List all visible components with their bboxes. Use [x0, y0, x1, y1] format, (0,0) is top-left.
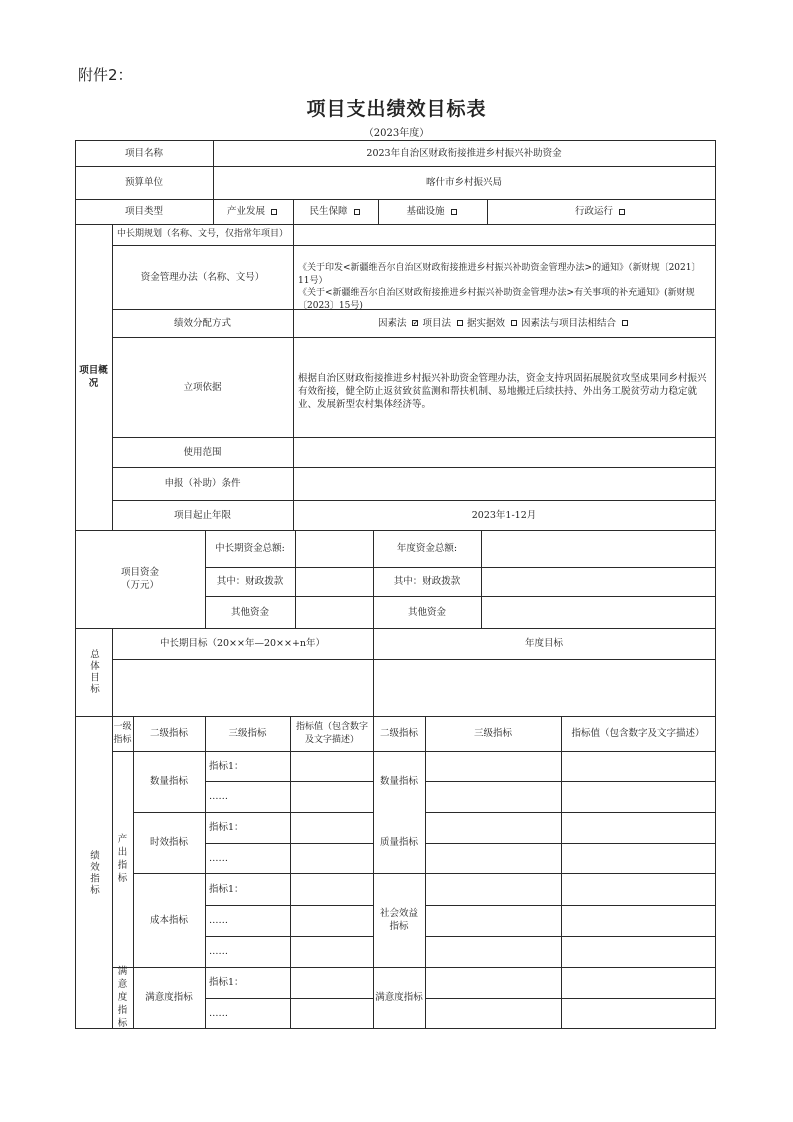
long-fiscal-label: 其中：财政拨款: [216, 576, 284, 587]
header-level1: 一级指标: [113, 721, 132, 745]
checkbox-icon[interactable]: [271, 209, 277, 215]
condition-label: 申报（补助）条件: [164, 478, 241, 489]
annual-goal-label: 年度目标: [524, 638, 563, 649]
item-1-quantity: 指标1：: [209, 760, 244, 772]
project-type-label: 项目类型: [124, 206, 163, 217]
annual-total-label: 年度资金总额:: [396, 543, 458, 554]
checkbox-icon[interactable]: [354, 209, 360, 215]
funds-label: 项目资金 （万元）: [120, 567, 159, 591]
fund-mgmt-value-1: 《关于印发<新疆维吾尔自治区财政衔接推进乡村振兴补助资金管理办法>的通知》（新财规〔2021〕11号）: [298, 263, 701, 286]
satisfaction-indicator-right: 满意度指标: [375, 992, 423, 1003]
item-ellipsis-quantity: ……: [209, 791, 228, 802]
checkbox-icon[interactable]: [457, 320, 463, 326]
long-other-label: 其他资金: [230, 606, 269, 618]
plan-label: 中长期规划（名称、文号，仅指常年项目）: [116, 229, 288, 239]
overview-label: 项目概况: [79, 365, 108, 389]
attachment-label: 附件2：: [78, 66, 133, 84]
quality-indicator: 质量指标: [379, 837, 418, 848]
allocation-options: 因素法 ✓ 项目法 据实据效 因素法与项目法相结合: [293, 309, 715, 337]
page-title: 项目支出绩效目标表: [306, 98, 487, 120]
project-type-option-4[interactable]: 行政运行: [487, 199, 715, 224]
item-1-timeliness: 指标1：: [209, 822, 244, 833]
project-type-option-2[interactable]: 民生保障: [293, 199, 378, 224]
year-label: （2023年度）: [363, 128, 430, 139]
header-level3-right: 三级指标: [473, 728, 512, 739]
project-type-option-1[interactable]: 产业发展: [213, 199, 293, 224]
project-type-option-3[interactable]: 基础设施: [378, 199, 487, 224]
quantity-indicator-left: 数量指标: [149, 776, 188, 787]
annual-other-label: 其他资金: [407, 606, 446, 618]
quantity-indicator-right: 数量指标: [379, 776, 418, 787]
basis-value: 根据自治区财政衔接推进乡村振兴补助资金管理办法，资金支持巩固拓展脱贫攻坚成果同乡村振兴有效衔接，健全防止返贫致贫监测和帮扶机制、易地搬迁后续扶持、外出务工脱贫劳动力稳定就业、发展新型农村集体经济等。: [298, 373, 707, 410]
item-ellipsis-timeliness: ……: [209, 852, 228, 864]
project-name-label: 项目名称: [124, 147, 163, 159]
item-1-satisfaction: 指标1：: [209, 977, 244, 988]
item-ellipsis-satisfaction: ……: [209, 1007, 228, 1019]
fund-mgmt-label: 资金管理办法（名称、文号）: [140, 271, 265, 283]
annual-fiscal-label: 其中：财政拨款: [393, 576, 461, 587]
indicators-label: 绩效指标: [88, 849, 99, 896]
checked-checkbox-icon[interactable]: [412, 320, 418, 326]
budget-unit-label: 预算单位: [124, 177, 163, 188]
timeliness-indicator: 时效指标: [149, 837, 188, 848]
item-ellipsis-cost-1: ……: [209, 915, 228, 926]
goals-label: 总体目标: [88, 649, 99, 695]
cost-indicator: 成本指标: [149, 914, 188, 926]
long-total-label: 中长期资金总额:: [215, 543, 285, 554]
item-1-cost: 指标1：: [209, 883, 244, 895]
checkbox-icon[interactable]: [451, 209, 457, 215]
long-term-goal-label: 中长期目标（20××年—20××+n年）: [159, 638, 326, 649]
header-value-right: 指标值（包含数字及文字描述）: [571, 728, 705, 739]
allocation-label: 绩效分配方式: [173, 317, 231, 329]
project-name-value: 2023年自治区财政衔接推进乡村振兴补助资金: [366, 147, 562, 159]
scope-label: 使用范围: [183, 446, 222, 458]
output-indicator-label: 产出指标: [117, 834, 128, 884]
satisfaction-indicator-label: 满意度指标: [117, 966, 128, 1029]
social-benefit-indicator: 社会效益指标: [379, 908, 418, 932]
period-label: 项目起止年限: [173, 509, 231, 521]
header-level3: 三级指标: [228, 728, 267, 739]
checkbox-icon[interactable]: [619, 209, 625, 215]
fund-mgmt-value-2: 《关于<新疆维吾尔自治区财政衔接推进乡村振兴补助资金管理办法>有关事项的补充通知》(新财规〔2023〕15号): [298, 288, 695, 311]
item-ellipsis-cost-2: ……: [209, 946, 228, 957]
period-value: 2023年1-12月: [471, 509, 537, 521]
header-value: 指标值（包含数字及文字描述）: [295, 721, 368, 745]
budget-unit-value: 喀什市乡村振兴局: [425, 177, 502, 188]
checkbox-icon[interactable]: [511, 320, 517, 326]
basis-label: 立项依据: [183, 381, 222, 393]
header-level2: 二级指标: [149, 728, 188, 739]
header-level2-right: 二级指标: [379, 728, 418, 739]
satisfaction-indicator-left: 满意度指标: [145, 992, 193, 1003]
checkbox-icon[interactable]: [622, 320, 628, 326]
